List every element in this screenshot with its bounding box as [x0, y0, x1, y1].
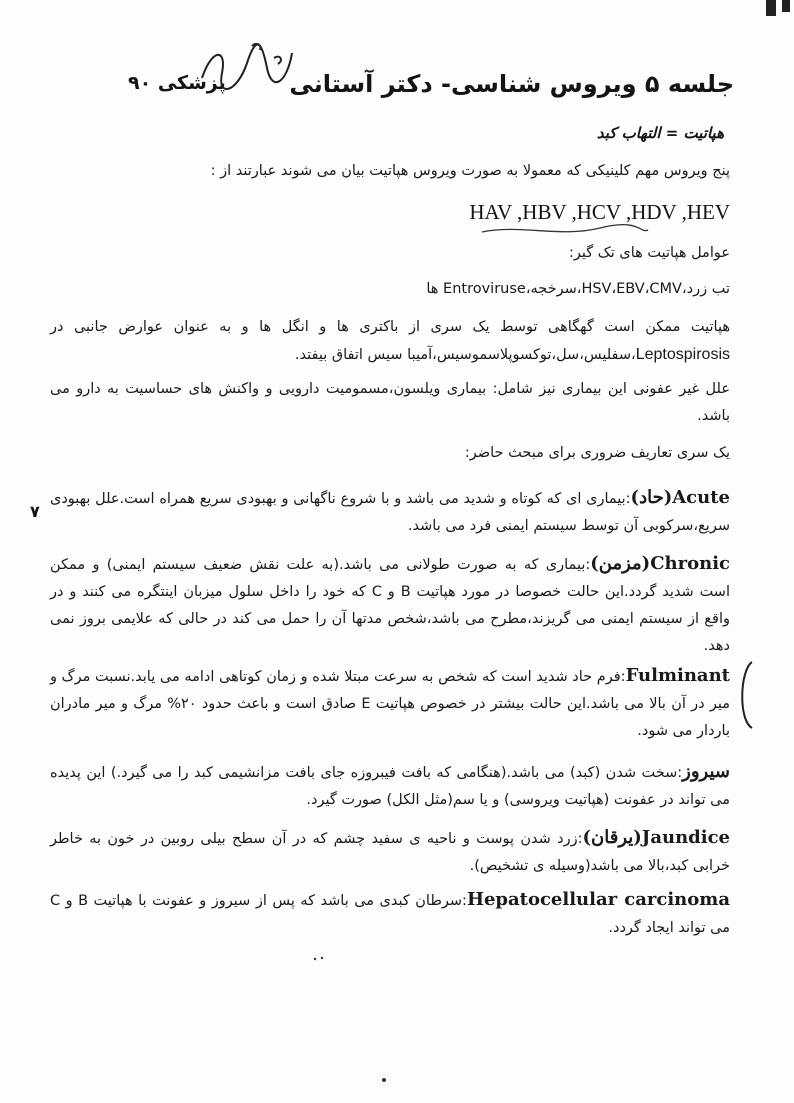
definition-chronic	[50, 550, 730, 660]
definition-term-fa: (حاد)	[630, 487, 673, 508]
scan-specks	[313, 952, 325, 966]
section-subtitle: هپاتیت = التهاب کبد	[596, 124, 724, 142]
bacterial-paragraph	[50, 314, 730, 369]
definition-term: Chronic	[650, 553, 730, 574]
definition-fulminant	[50, 662, 730, 745]
definition-text: :فرم حاد شدید است که شخص به سرعت مبتلا شده و زمان کوتاهی ادامه می یابد.نسبت مرگ و میر در آن بالا می باشد.این حالت بیشتر در خصوص هپاتیت E صادق است و باعث حدود ۲۰% مرگ و میر مادران باردار می شود.	[50, 669, 730, 739]
sporadic-heading: عوامل هپاتیت های تک گیر:	[568, 245, 730, 261]
pen-scribble-icon	[480, 222, 650, 240]
scan-artifact	[782, 0, 790, 12]
sporadic-list: تب زرد،HSV،EBV،CMV،سرخجه،Entroviruse ها	[426, 281, 730, 297]
scan-speck	[382, 1078, 386, 1082]
handwritten-signature-icon	[192, 38, 302, 98]
definition-text: :سخت شدن (کبد) می باشد.(هنگامی که بافت فیبروزه جای بافت مزانشیمی کبد را می گیرد.) این پدیده می تواند در عفونت (هپاتیت ویروسی) و یا سم(مثل الکل) صورت گیرد.	[50, 765, 730, 808]
definition-term: سیروز	[682, 761, 730, 782]
margin-mark: ٧	[30, 502, 40, 521]
definition-text: :بیماری که به صورت طولانی می باشد.(به علت نقش ضعیف سیستم ایمنی) و ممکن است شدید گردد.این حالت خصوصا در مورد هپاتیت B و C که خود را داخل سلول میزبان اینتگره می کنند و در واقع از سیستم ایمنی می گریزند،مطرح می باشد،شخص مدتها آن را حمل می کند در حالی که علایمی بروز نمی دهد.	[50, 557, 730, 654]
definition-term-fa: (مزمن)	[590, 553, 651, 574]
leptospirosis-term: Leptospirosis	[635, 346, 730, 363]
definition-jaundice	[50, 824, 730, 880]
definition-text: :زرد شدن پوست و ناحیه ی سفید چشم که در آن سطح بیلی روبین در خون به خاطر خرابی کبد،بالا می باشد(وسیله ی تشخیص).	[50, 831, 730, 874]
course-label: پزشکی ۹۰	[128, 72, 226, 94]
definition-text: :سرطان کبدی می باشد که پس از سیروز و عفونت با هپاتیت B و C می تواند ایجاد گردد.	[50, 893, 730, 936]
page-title: جلسه ۵ ویروس شناسی- دکتر آستانی	[289, 70, 734, 98]
definition-hcc	[50, 886, 730, 942]
definition-term: Acute	[672, 487, 730, 508]
definition-text: :بیماری ای که کوتاه و شدید می باشد و با شروع ناگهانی و بهبودی سریع همراه است.علل بهبودی سریع،سرکوبی آن توسط سیستم ایمنی فرد می باشد.	[50, 491, 730, 534]
definition-term: Hepatocellular carcinoma	[466, 889, 730, 910]
bacterial-suffix: ،سفلیس،سل،توکسوپلاسموسیس،آمیبا سیس اتفاق بیفتد.	[294, 347, 636, 363]
definition-acute	[50, 484, 730, 540]
scan-artifact	[766, 0, 776, 16]
definition-term-fa: (یرقان)	[582, 827, 642, 848]
definition-term: Jaundice	[641, 827, 730, 848]
hand-drawn-bracket-icon	[730, 660, 760, 730]
noninfectious-paragraph: علل غیر عفونی این بیماری نیز شامل: بیماری ویلسون،مسمومیت دارویی و واکنش های حساسیت به دارو می باشد.	[50, 381, 730, 424]
definition-term: Fulminant	[625, 665, 730, 686]
intro-paragraph: پنج ویروس مهم کلینیکی که معمولا به صورت ویروس هپاتیت بیان می شوند عبارتند از :	[210, 163, 730, 179]
virus-list: HAV ,HBV ,HCV ,HDV ,HEV	[469, 200, 730, 224]
definitions-heading: یک سری تعاریف ضروری برای مبحث حاضر:	[464, 445, 730, 461]
bacterial-prefix: هپاتیت ممکن است گهگاهی توسط یک سری از باکتری ها و انگل ها و به عنوان عوارض جانبی در	[50, 319, 730, 335]
definition-cirrhosis	[50, 758, 730, 814]
